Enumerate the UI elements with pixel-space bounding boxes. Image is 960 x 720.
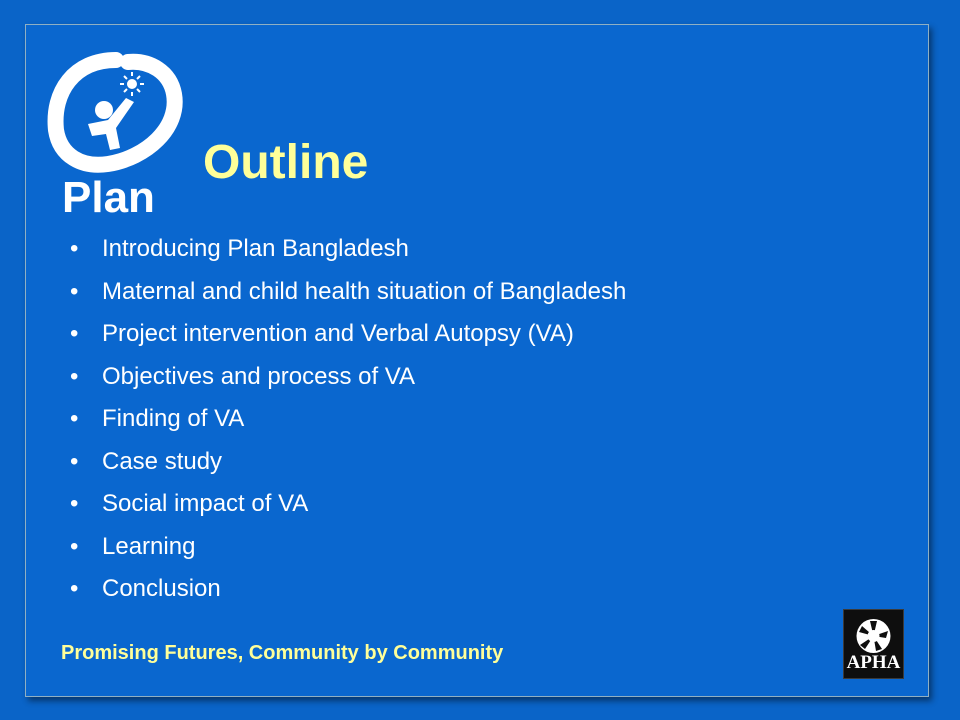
outline-item-label: Learning [102, 532, 196, 560]
outline-item [70, 272, 626, 315]
plan-logo-text: Plan [62, 173, 155, 222]
bullet-icon: • [70, 575, 79, 602]
apha-logo-text: APHA [846, 652, 901, 673]
outline-item-label: Finding of VA [102, 405, 245, 432]
outline-item [70, 314, 626, 357]
outline-item-label: Maternal and child health situation of Bangladesh [102, 277, 627, 305]
outline-item [70, 569, 626, 612]
bullet-icon: • [70, 320, 79, 347]
apha-logo [843, 609, 904, 679]
outline-item [70, 442, 626, 485]
bullet-icon: • [70, 490, 79, 517]
outline-item-label: Case study [102, 447, 223, 475]
bullet-icon: • [70, 362, 79, 390]
plan-logo [46, 52, 186, 222]
plan-child-sun-icon [46, 52, 186, 222]
bullet-icon: • [70, 235, 79, 262]
bullet-icon: • [70, 447, 79, 475]
outline-list [70, 229, 626, 612]
outline-item-label: Conclusion [102, 575, 221, 602]
bullet-icon: • [70, 277, 79, 305]
outline-item-label: Project intervention and Verbal Autopsy (VA) [102, 320, 574, 347]
outline-item-label: Introducing Plan Bangladesh [102, 235, 409, 262]
outline-item [70, 399, 626, 442]
bullet-icon: • [70, 532, 79, 560]
outline-item-label: Objectives and process of VA [102, 362, 416, 390]
outline-item [70, 357, 626, 400]
outline-item [70, 527, 626, 570]
slide-title: Outline [203, 136, 369, 189]
bullet-icon: • [70, 405, 79, 432]
outline-item [70, 484, 626, 527]
tagline: Promising Futures, Community by Community [61, 642, 504, 664]
outline-item [70, 229, 626, 272]
outline-item-label: Social impact of VA [102, 490, 309, 517]
